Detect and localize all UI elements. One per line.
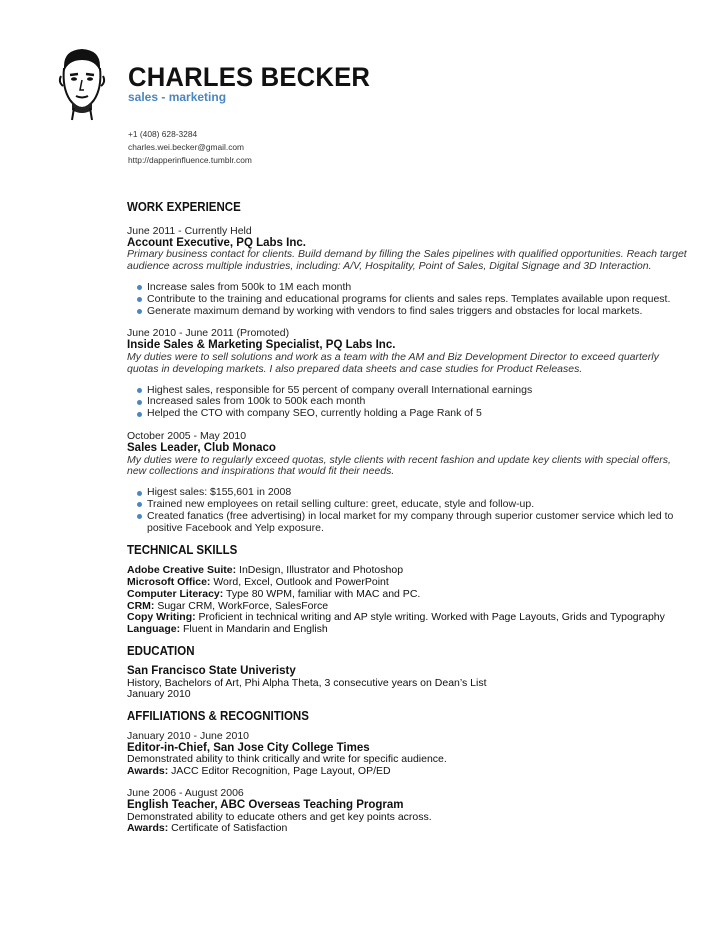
bullet-item: Created fanatics (free advertising) in local market for my company through superior customer service which led to positive Facebook and Yelp exposure. <box>137 511 687 535</box>
affiliation-entry <box>127 788 687 835</box>
affiliation-description: Demonstrated ability to think critically and write for specific audience. <box>127 753 447 766</box>
graduation-date: January 2010 <box>127 688 191 701</box>
awards-row <box>127 766 687 778</box>
bullet-item: Helped the CTO with company SEO, currently holding a Page Rank of 5 <box>137 408 687 420</box>
affiliation-entry <box>127 731 687 778</box>
phone-number: +1 (408) 628-3284 <box>128 129 198 139</box>
bullet-item: Increased sales from 100k to 500k each month <box>137 396 687 408</box>
skill-label: Adobe Creative Suite: <box>127 564 237 577</box>
skill-label: CRM: <box>127 599 155 612</box>
skill-value: Proficient in technical writing and AP style writing. Worked with Page Layouts, Grids and Typography <box>195 611 665 624</box>
job-dates: October 2005 - May 2010 <box>127 429 247 442</box>
job-entry <box>127 226 687 318</box>
job-description: My duties were to sell solutions and work as a team with the AM and Biz Development Director to exceed quarterly quotas in developing markets. I also prepared data sheets and case studies for Product Releases. <box>127 350 659 375</box>
affiliation-description: Demonstrated ability to educate others and get key points across. <box>127 810 432 823</box>
bullet-item: Trained new employees on retail selling culture: greet, educate, style and follow-up. <box>137 499 687 511</box>
job-description: Primary business contact for clients. Build demand by filling the Sales pipelines with qualified opportunities. Reach target audience across multiple industries, including: A/V, Hospitality, Point of Sales, Digital Signage and 3D Interaction. <box>127 248 687 273</box>
skill-value: Word, Excel, Outlook and PowerPoint <box>210 575 389 588</box>
job-dates: June 2011 - Currently Held <box>127 224 252 237</box>
awards-value: Certificate of Satisfaction <box>168 822 288 835</box>
job-entry <box>127 431 687 534</box>
job-entry <box>127 328 687 420</box>
job-role: Sales Leader, Club Monaco <box>127 441 276 454</box>
awards-label: Awards: <box>127 822 169 835</box>
bullet-item: Contribute to the training and educational programs for clients and sales reps. Templates available upon request. <box>137 294 687 306</box>
bullet-item: Higest sales: $155,601 in 2008 <box>137 487 687 499</box>
affiliations-heading: AFFILIATIONS & RECOGNITIONS <box>127 709 309 724</box>
job-dates: June 2010 - June 2011 (Promoted) <box>127 327 290 340</box>
job-description: My duties were to regularly exceed quotas, style clients with recent fashion and update key clients with special offers, new collections and inspirations that would fit their needs. <box>127 453 671 478</box>
skill-value: InDesign, Illustrator and Photoshop <box>236 564 404 577</box>
job-bullets <box>127 385 687 420</box>
skill-value: Type 80 WPM, familiar with MAC and PC. <box>223 587 421 600</box>
portrait-icon <box>50 44 114 122</box>
awards-row <box>127 823 687 835</box>
affiliation-role: English Teacher, ABC Overseas Teaching Program <box>127 798 404 811</box>
affiliation-dates: June 2006 - August 2006 <box>127 787 244 800</box>
email-address[interactable]: charles.wei.becker@gmail.com <box>128 142 245 152</box>
candidate-name: CHARLES BECKER <box>128 62 371 92</box>
education-heading: EDUCATION <box>127 643 195 658</box>
awards-label: Awards: <box>127 765 169 778</box>
skill-row <box>127 624 687 636</box>
skill-label: Computer Literacy: <box>127 587 224 600</box>
skill-value: Sugar CRM, WorkForce, SalesForce <box>154 599 329 612</box>
school-name: San Francisco State Univeristy <box>127 664 296 677</box>
skill-label: Microsoft Office: <box>127 575 211 588</box>
website-link[interactable]: http://dapperinfluence.tumblr.com <box>128 155 252 165</box>
job-bullets <box>127 282 687 317</box>
skill-value: Fluent in Mandarin and English <box>180 623 328 636</box>
job-role: Account Executive, PQ Labs Inc. <box>127 236 306 249</box>
affiliation-role: Editor-in-Chief, San Jose City College Times <box>127 741 370 754</box>
job-bullets <box>127 487 687 534</box>
skill-label: Language: <box>127 623 181 636</box>
awards-value: JACC Editor Recognition, Page Layout, OP/ED <box>168 765 391 778</box>
bullet-item: Highest sales, responsible for 55 percent of company overall International earnings <box>137 385 687 397</box>
skills-list <box>127 565 687 636</box>
degree-details: History, Bachelors of Art, Phi Alpha Theta, 3 consecutive years on Dean’s List <box>127 676 487 689</box>
work-experience-heading: WORK EXPERIENCE <box>127 200 241 214</box>
affiliation-dates: January 2010 - June 2010 <box>127 729 250 742</box>
bullet-item: Generate maximum demand by working with vendors to find sales triggers and obstacles for local markets. <box>137 306 687 318</box>
contact-block <box>128 128 252 167</box>
skill-label: Copy Writing: <box>127 611 196 624</box>
job-role: Inside Sales & Marketing Specialist, PQ Labs Inc. <box>127 339 396 352</box>
education-entry <box>127 666 687 701</box>
technical-skills-heading: TECHNICAL SKILLS <box>127 543 238 558</box>
resume-body <box>127 200 687 845</box>
bullet-item: Increase sales from 500k to 1M each month <box>137 282 687 294</box>
tagline: sales - marketing <box>128 90 227 104</box>
